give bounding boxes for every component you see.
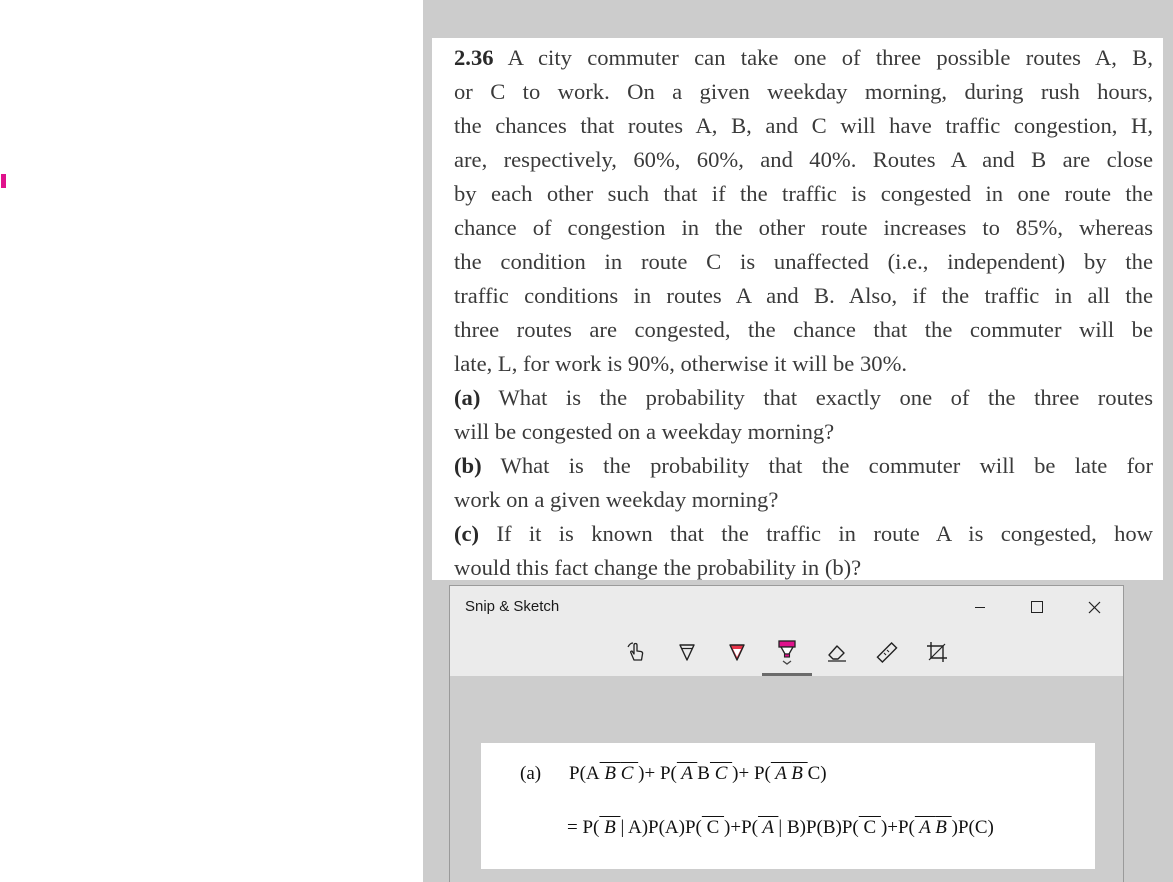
minimize-button[interactable] [957, 591, 1003, 623]
part-c-label: (c) [454, 521, 480, 546]
problem-line-8: traffic conditions in routes A and B. Also, if the traffic in all the [454, 283, 1153, 308]
part-c-question-line-1: (c) If it is known that the traffic in route A is congested, how [454, 521, 1153, 546]
snip-canvas[interactable] [450, 676, 1123, 882]
ruler-button[interactable] [867, 636, 907, 668]
window-title: Snip & Sketch [465, 598, 560, 615]
touch-writing-icon [625, 640, 649, 664]
problem-line-3: the chances that routes A, B, and C will have traffic congestion, H, [454, 113, 1153, 138]
highlighter-icon [775, 638, 799, 666]
snip-and-sketch-window [449, 585, 1124, 882]
answer-image [481, 743, 1095, 869]
problem-number: 2.36 [454, 45, 494, 70]
answer-equation-line-2: = P( B | A)P(A)P( C )+P( A | B)P(B)P( C )+P( A B )P(C) [567, 817, 994, 838]
part-b-question-line-1: (b) What is the probability that the commuter will be late for [454, 453, 1153, 478]
touch-writing-button[interactable] [617, 636, 657, 668]
answer-equation-line-1: P(A B C )+ P( A B C )+ P( A B C) [569, 763, 827, 784]
close-button[interactable] [1071, 591, 1117, 623]
close-icon [1088, 601, 1101, 614]
problem-line-6: chance of congestion in the other route increases to 85%, whereas [454, 215, 1153, 240]
drawing-toolbar [450, 628, 1123, 676]
part-a-question-line-2: will be congested on a weekday morning? [454, 419, 835, 444]
ballpoint-pen-button[interactable] [667, 636, 707, 668]
part-b-label: (b) [454, 453, 482, 478]
crop-icon [925, 640, 949, 664]
answer-label: (a) [520, 763, 542, 784]
part-c-question-line-2: would this fact change the probability in (b)? [454, 555, 862, 580]
problem-line-2: or C to work. On a given weekday morning, during rush hours, [454, 79, 1153, 104]
eraser-button[interactable] [817, 636, 857, 668]
problem-line-7: the condition in route C is unaffected (i.e., independent) by the [454, 249, 1153, 274]
highlighter-button[interactable] [767, 636, 807, 668]
problem-line-9: three routes are congested, the chance that the commuter will be [454, 317, 1153, 342]
problem-line-5: by each other such that if the traffic is congested in one route the [454, 181, 1153, 206]
maximize-icon [1031, 601, 1043, 613]
minimize-icon [974, 601, 986, 613]
ruler-icon [875, 640, 899, 664]
part-a-label: (a) [454, 385, 481, 410]
part-a-question-line-1: (a) What is the probability that exactly one of the three routes [454, 385, 1153, 410]
ballpoint-pen-icon [675, 640, 699, 664]
problem-text-card [432, 38, 1163, 580]
highlight-mark [1, 174, 6, 188]
left-blank-pane [0, 0, 423, 882]
problem-line-10: late, L, for work is 90%, otherwise it will be 30%. [454, 351, 908, 376]
pencil-button[interactable] [717, 636, 757, 668]
eraser-icon [825, 640, 849, 664]
problem-line-1: 2.36 A city commuter can take one of three possible routes A, B, [454, 45, 1153, 70]
maximize-button[interactable] [1014, 591, 1060, 623]
window-titlebar[interactable] [450, 586, 1123, 628]
crop-button[interactable] [917, 636, 957, 668]
part-b-question-line-2: work on a given weekday morning? [454, 487, 779, 512]
problem-line-4: are, respectively, 60%, 60%, and 40%. Routes A and B are close [454, 147, 1153, 172]
pencil-icon [725, 640, 749, 664]
